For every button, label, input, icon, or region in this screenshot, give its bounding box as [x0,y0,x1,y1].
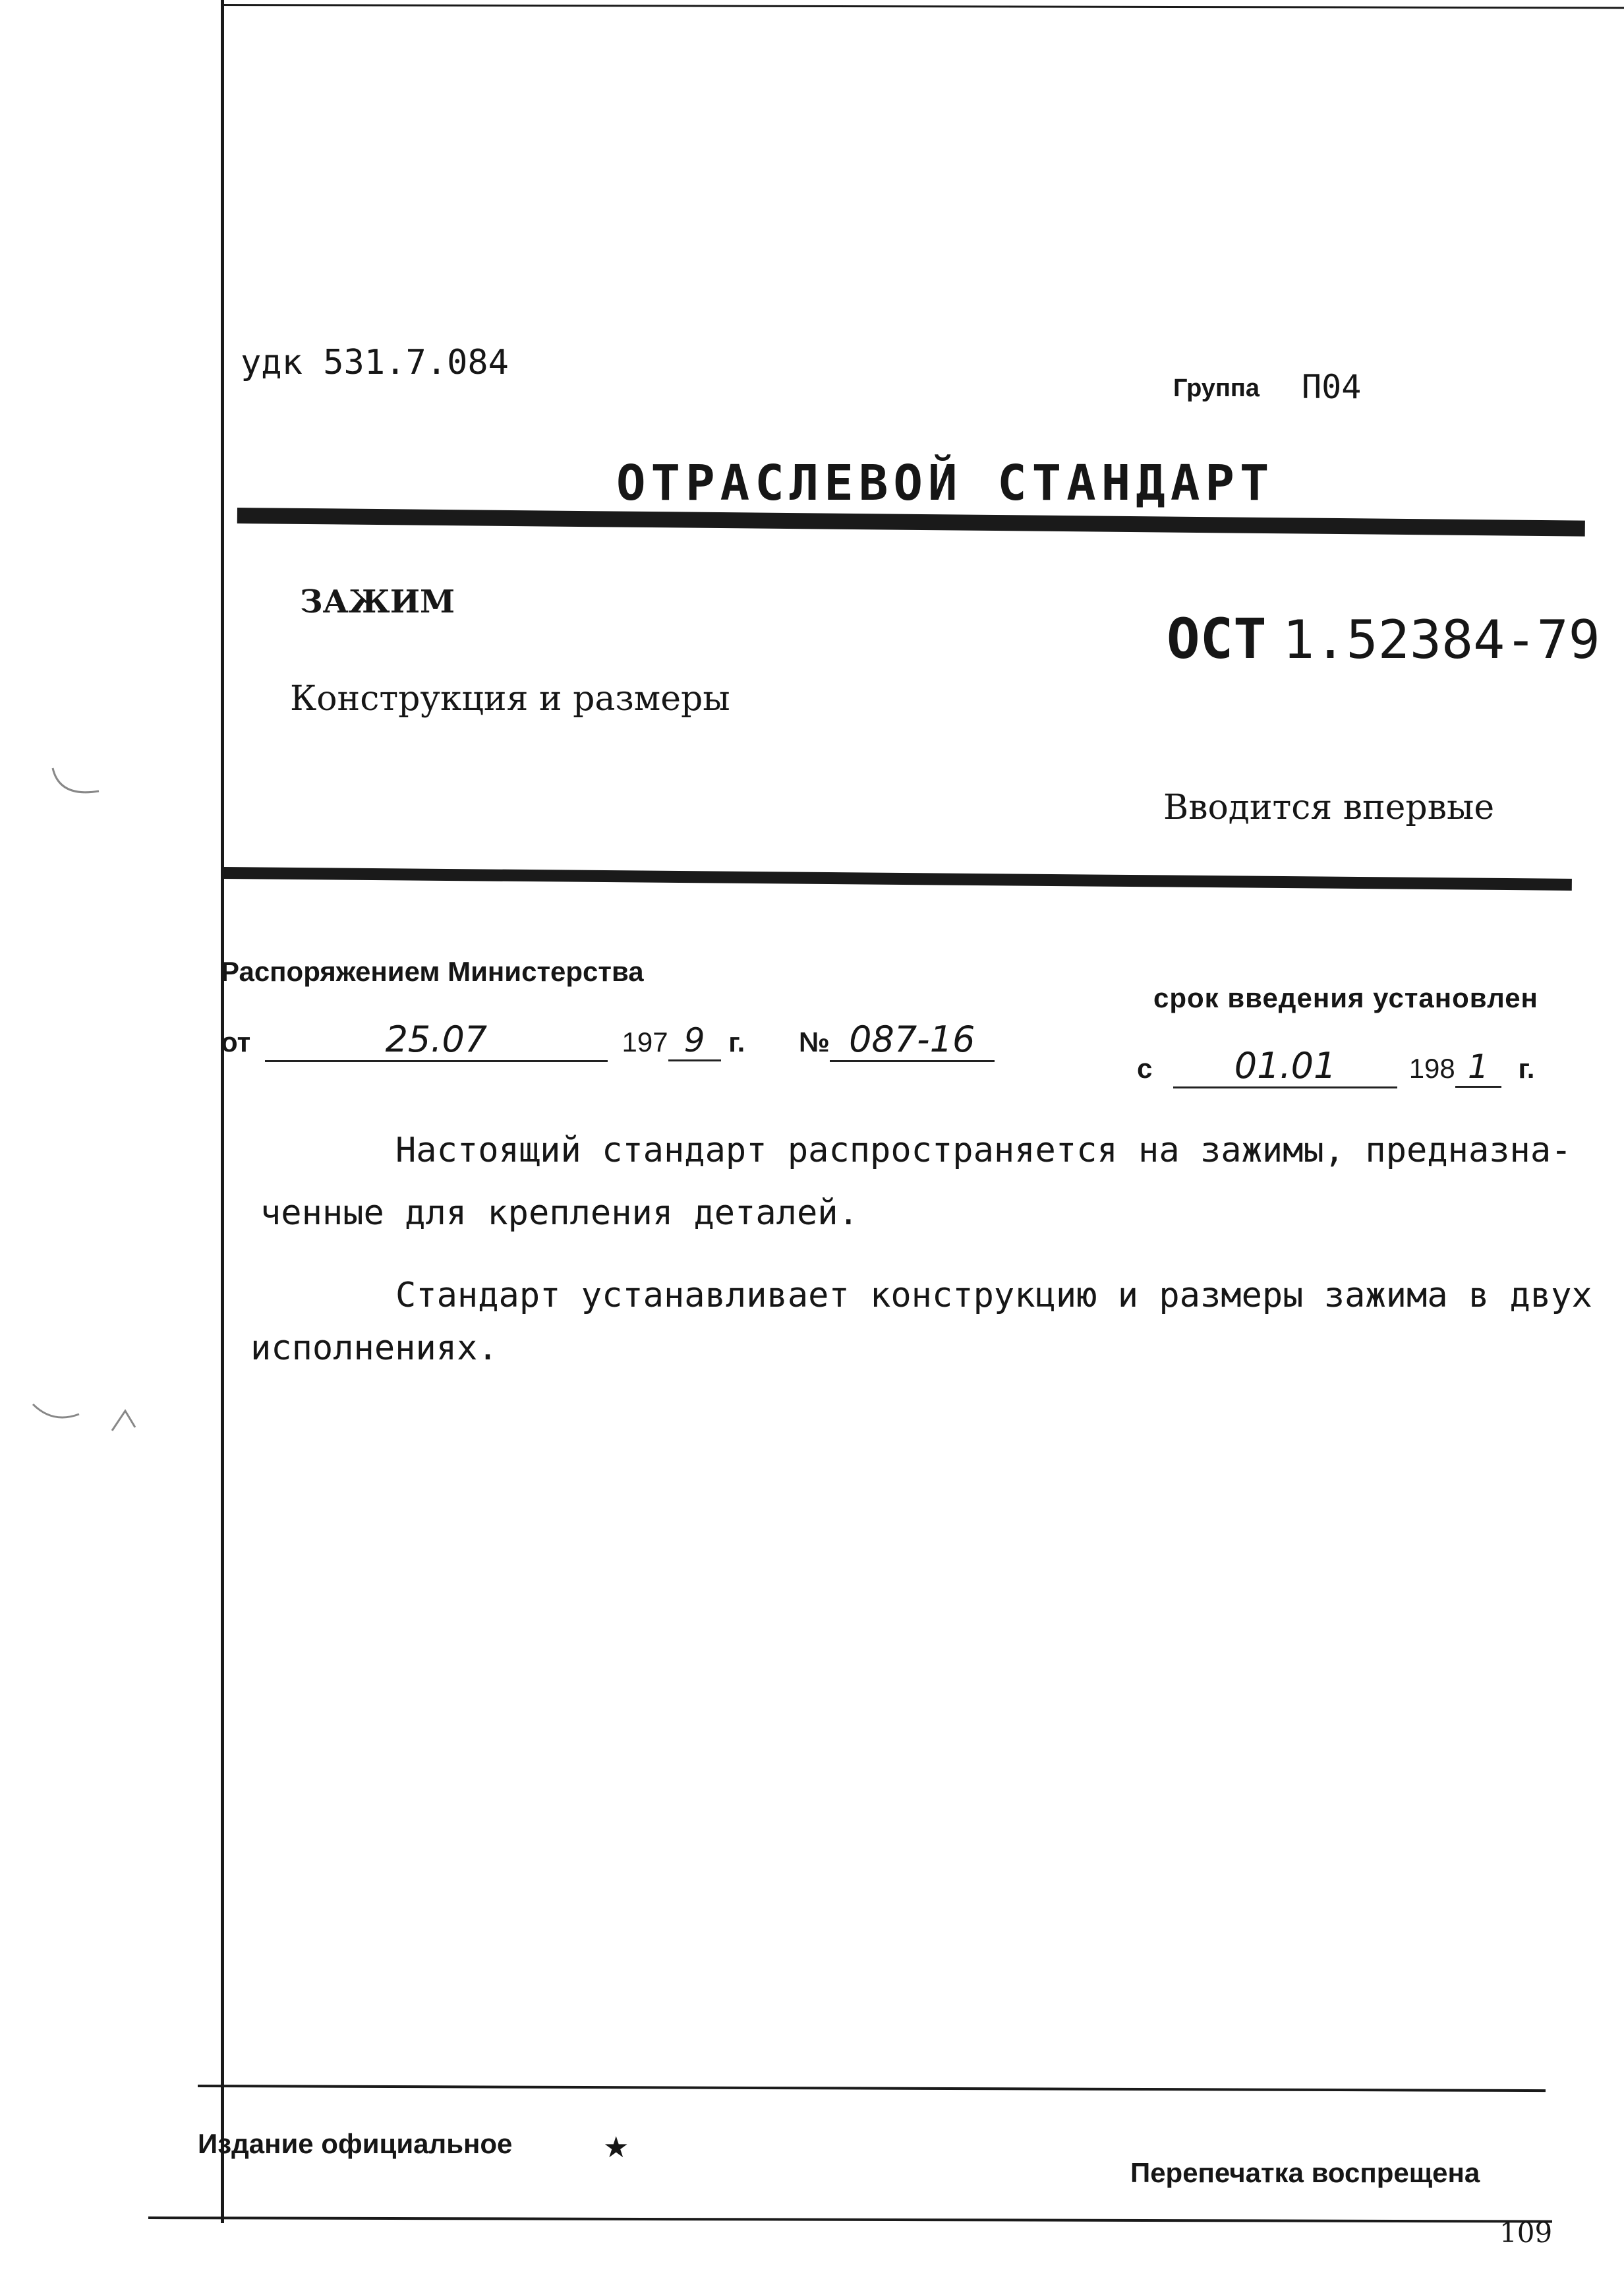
scan-mark [26,1398,138,1444]
star-icon: ★ [603,2131,629,2164]
subject-rule [224,867,1572,891]
left-border-line [221,0,224,2223]
effective-year-digit: 1 [1455,1048,1501,1088]
order-year-suffix: г. [728,1026,745,1057]
order-number-label: № [798,1026,830,1057]
subject-subtitle: Конструкция и размеры [290,679,730,719]
bottom-border-line [148,2216,1552,2223]
order-year-prefix: 197 [622,1026,668,1057]
effective-year-prefix: 198 [1408,1053,1455,1084]
order-number: 087-16 [830,1019,995,1062]
reprint-notice: Перепечатка воспрещена [1130,2157,1480,2188]
designation-prefix: ОСТ [1167,607,1267,671]
introduced-note: Вводится впервые [1163,788,1495,827]
body-line-2: ченные для крепления деталей. [260,1193,859,1233]
order-date: 25.07 [265,1019,608,1062]
effective-from-label: с [1137,1053,1153,1084]
effective-year-suffix: г. [1518,1053,1535,1084]
effective-line [1137,1045,1534,1088]
order-from-label: от [221,1026,251,1057]
body-line-3: Стандарт устанавливает конструкцию и размеры зажима в двух [395,1276,1592,1315]
effective-date: 01.01 [1173,1045,1397,1088]
designation-number: 1.52384-79 [1283,609,1600,670]
effective-heading: срок введения установлен [1153,982,1538,1013]
group-label: Группа [1173,374,1260,402]
edition-label: Издание официальное [198,2128,513,2159]
order-heading: Распоряжением Министерства [221,956,644,987]
top-border-line [221,4,1624,9]
footer-rule [198,2085,1546,2092]
order-line [221,1019,995,1062]
subject-name: ЗАЖИМ [300,583,455,620]
page-number: 109 [1499,2216,1553,2249]
scan-mark [46,765,105,804]
title-rule [237,508,1585,537]
udc-code: удк 531.7.084 [241,343,509,382]
designation [1167,607,1600,671]
body-line-1: Настоящий стандарт распространяется на зажимы, предназна- [395,1131,1572,1170]
order-year-digit: 9 [668,1021,721,1061]
body-line-4: исполнениях. [250,1328,498,1368]
group-code: П04 [1302,368,1362,406]
document-title: ОТРАСЛЕВОЙ СТАНДАРТ [616,455,1275,512]
